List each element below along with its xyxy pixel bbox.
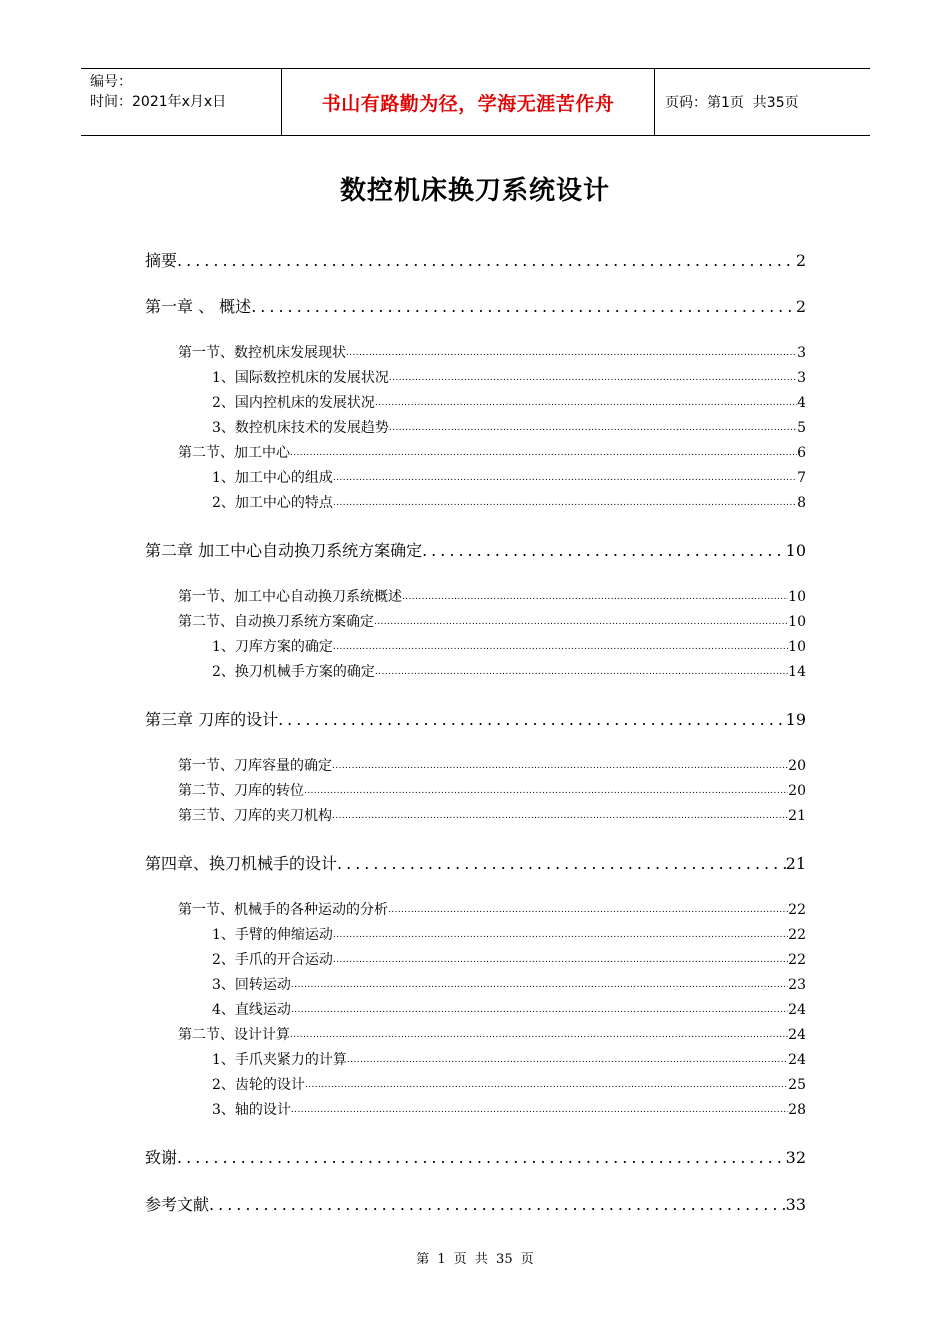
toc-entry-title: 第一节、刀库容量的确定 xyxy=(178,758,332,774)
toc-dot-leader xyxy=(332,807,788,826)
toc-entry-page: 20 xyxy=(788,758,806,774)
toc-dot-leader xyxy=(290,1026,788,1045)
header-page-info: 页码：第1页 共35页 xyxy=(665,95,799,111)
toc-dot-leader xyxy=(375,394,797,413)
toc-entry-page: 33 xyxy=(785,1195,806,1214)
toc-dot-leader xyxy=(177,1147,786,1169)
toc-entry[interactable] xyxy=(178,344,806,363)
toc-dot-leader xyxy=(251,296,796,318)
toc-entry[interactable] xyxy=(212,1051,806,1070)
toc-entry[interactable] xyxy=(178,613,806,632)
toc-dot-leader xyxy=(374,613,788,632)
toc-entry-page: 2 xyxy=(795,251,806,270)
toc-entry[interactable] xyxy=(212,951,806,970)
toc-entry[interactable] xyxy=(212,369,806,388)
page-header xyxy=(81,68,870,136)
toc-dot-leader xyxy=(346,344,797,363)
document-number-label: 编号： xyxy=(90,74,132,90)
toc-entry-page: 22 xyxy=(788,927,806,943)
toc-entry-page: 3 xyxy=(797,345,806,361)
toc-entry[interactable] xyxy=(212,469,806,488)
toc-entry-title: 1、刀库方案的确定 xyxy=(212,639,333,655)
toc-entry-title: 4、直线运动 xyxy=(212,1002,291,1018)
header-meta xyxy=(81,69,282,135)
toc-entry-title: 第三章 刀库的设计 xyxy=(145,710,279,729)
toc-entry-page: 22 xyxy=(788,952,806,968)
toc-entry[interactable] xyxy=(212,1076,806,1095)
toc-entry-title: 2、换刀机械手方案的确定 xyxy=(212,664,375,680)
toc-entry[interactable] xyxy=(212,976,806,995)
toc-entry-page: 19 xyxy=(785,710,806,729)
toc-entry-page: 21 xyxy=(785,854,806,873)
toc-dot-leader xyxy=(177,250,796,272)
toc-dot-leader xyxy=(278,709,786,731)
toc-entry-page: 24 xyxy=(788,1052,806,1068)
toc-entry[interactable] xyxy=(212,419,806,438)
toc-entry[interactable] xyxy=(212,1101,806,1120)
toc-entry-title: 第二节、加工中心 xyxy=(178,445,290,461)
toc-entry[interactable] xyxy=(178,757,806,776)
toc-entry[interactable] xyxy=(212,926,806,945)
toc-entry-title: 第四章、换刀机械手的设计 xyxy=(145,854,338,873)
document-date: 时间：2021年x月x日 xyxy=(90,94,227,110)
toc-entry-title: 1、加工中心的组成 xyxy=(212,470,333,486)
toc-entry-page: 25 xyxy=(788,1077,806,1093)
toc-entry-title: 3、数控机床技术的发展趋势 xyxy=(212,420,389,436)
toc-entry-page: 3 xyxy=(797,370,806,386)
toc-entry[interactable] xyxy=(178,444,806,463)
toc-entry[interactable] xyxy=(212,394,806,413)
toc-entry[interactable] xyxy=(178,1026,806,1045)
toc-entry[interactable] xyxy=(178,782,806,801)
toc-entry-title: 1、手爪夹紧力的计算 xyxy=(212,1052,347,1068)
toc-entry-title: 2、国内控机床的发展状况 xyxy=(212,395,375,411)
toc-entry-page: 24 xyxy=(788,1027,806,1043)
toc-entry[interactable] xyxy=(212,494,806,513)
toc-dot-leader xyxy=(305,1076,788,1095)
header-motto: 书山有路勤为径，学海无涯苦作舟 xyxy=(321,92,615,115)
toc-entry-page: 8 xyxy=(797,495,806,511)
toc-entry-title: 第一章 、 概述 xyxy=(145,297,252,316)
toc-dot-leader xyxy=(333,951,788,970)
toc-entry-page: 2 xyxy=(795,297,806,316)
toc-entry-title: 1、国际数控机床的发展状况 xyxy=(212,370,389,386)
toc-entry-page: 23 xyxy=(788,977,806,993)
toc-entry-page: 10 xyxy=(788,614,806,630)
toc-entry[interactable] xyxy=(145,1147,806,1169)
toc-entry-page: 32 xyxy=(785,1148,806,1167)
toc-dot-leader xyxy=(290,444,797,463)
toc-entry-title: 3、回转运动 xyxy=(212,977,291,993)
toc-entry-title: 第二节、自动换刀系统方案确定 xyxy=(178,614,374,630)
toc-entry[interactable] xyxy=(145,709,806,731)
toc-entry-title: 第三节、刀库的夹刀机构 xyxy=(178,808,332,824)
toc-entry[interactable] xyxy=(178,901,806,920)
toc-dot-leader xyxy=(389,419,797,438)
toc-entry[interactable] xyxy=(212,663,806,682)
toc-dot-leader xyxy=(304,782,788,801)
toc-dot-leader xyxy=(389,369,797,388)
toc-dot-leader xyxy=(333,494,797,513)
toc-dot-leader xyxy=(402,588,788,607)
toc-entry-page: 6 xyxy=(797,445,806,461)
toc-entry[interactable] xyxy=(178,588,806,607)
toc-entry[interactable] xyxy=(145,296,806,318)
toc-entry-page: 21 xyxy=(788,808,806,824)
toc-entry[interactable] xyxy=(178,807,806,826)
toc-entry-page: 7 xyxy=(797,470,806,486)
header-motto-cell xyxy=(282,69,655,135)
toc-dot-leader xyxy=(291,976,788,995)
toc-entry-title: 2、手爪的开合运动 xyxy=(212,952,333,968)
toc-entry[interactable] xyxy=(212,1001,806,1020)
toc-dot-leader xyxy=(375,663,788,682)
toc-dot-leader xyxy=(291,1001,788,1020)
toc-dot-leader xyxy=(388,901,788,920)
toc-entry-page: 5 xyxy=(797,420,806,436)
toc-entry[interactable] xyxy=(145,1194,806,1216)
toc-entry-title: 致谢 xyxy=(145,1148,178,1167)
toc-dot-leader xyxy=(347,1051,788,1070)
toc-entry-page: 24 xyxy=(788,1002,806,1018)
toc-entry-title: 1、手臂的伸缩运动 xyxy=(212,927,333,943)
toc-entry-title: 2、加工中心的特点 xyxy=(212,495,333,511)
toc-dot-leader xyxy=(332,757,788,776)
toc-entry-title: 第二节、设计计算 xyxy=(178,1027,290,1043)
toc-dot-leader xyxy=(333,926,788,945)
document-title: 数控机床换刀系统设计 xyxy=(339,176,610,206)
toc-entry[interactable] xyxy=(145,853,806,875)
page-footer: 第 1 页 共 35 页 xyxy=(416,1252,534,1267)
toc-entry-title: 2、齿轮的设计 xyxy=(212,1077,305,1093)
toc-entry-title: 第一节、数控机床发展现状 xyxy=(178,345,346,361)
toc-entry-page: 14 xyxy=(788,664,806,680)
toc-entry-title: 摘要 xyxy=(145,251,178,270)
toc-entry-title: 第一节、加工中心自动换刀系统概述 xyxy=(178,589,402,605)
toc-dot-leader xyxy=(209,1194,786,1216)
toc-dot-leader xyxy=(422,540,786,562)
toc-entry-page: 22 xyxy=(788,902,806,918)
toc-dot-leader xyxy=(333,638,788,657)
toc-dot-leader xyxy=(337,853,786,875)
toc-entry[interactable] xyxy=(212,638,806,657)
toc-dot-leader xyxy=(291,1101,788,1120)
toc-entry-page: 10 xyxy=(788,589,806,605)
toc-entry[interactable] xyxy=(145,250,806,272)
toc-entry-title: 第二章 加工中心自动换刀系统方案确定 xyxy=(145,541,423,560)
toc-entry-page: 20 xyxy=(788,783,806,799)
toc-entry-title: 第一节、机械手的各种运动的分析 xyxy=(178,902,388,918)
toc-entry[interactable] xyxy=(145,540,806,562)
toc-dot-leader xyxy=(333,469,797,488)
toc-entry-title: 3、轴的设计 xyxy=(212,1102,291,1118)
toc-entry-page: 28 xyxy=(788,1102,806,1118)
toc-entry-page: 10 xyxy=(788,639,806,655)
toc-entry-title: 参考文献 xyxy=(145,1195,210,1214)
toc-entry-title: 第二节、刀库的转位 xyxy=(178,783,304,799)
toc-entry-page: 10 xyxy=(785,541,806,560)
toc-entry-page: 4 xyxy=(797,395,806,411)
